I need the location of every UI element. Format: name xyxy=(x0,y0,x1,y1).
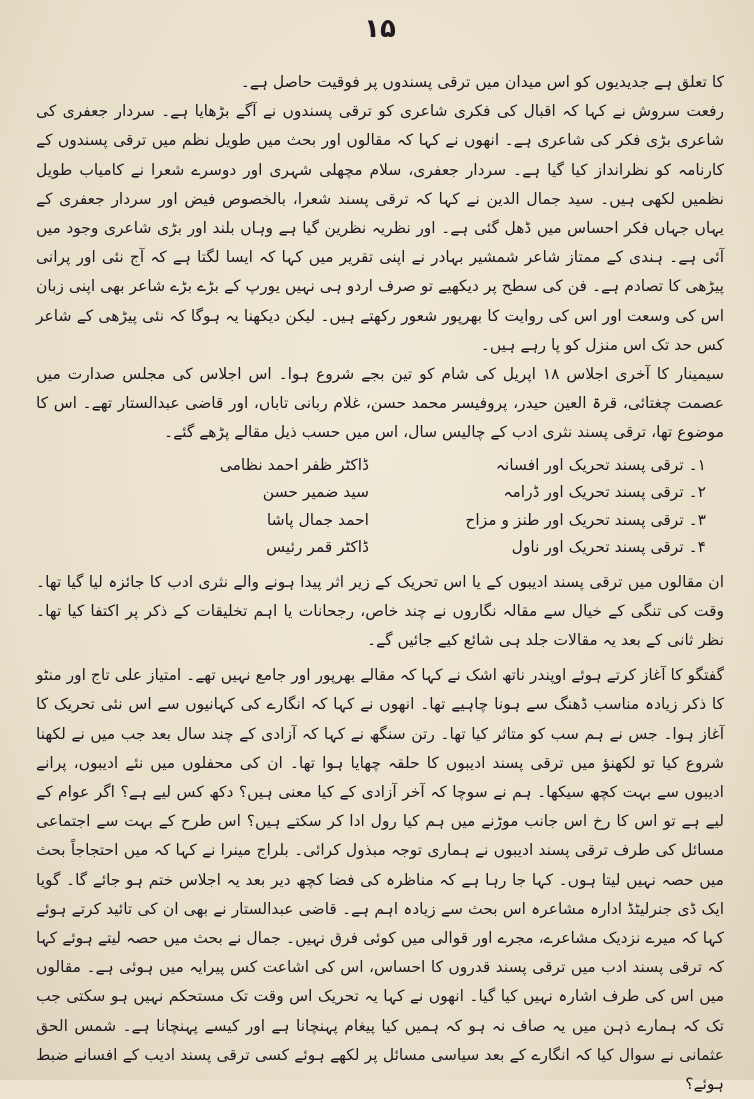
paper-author: احمد جمال پاشا xyxy=(266,510,369,529)
paper-title: ۱۔ ترقی پسند تحریک اور افسانہ xyxy=(495,455,706,474)
paper-title: ۳۔ ترقی پسند تحریک اور طنز و مزاح xyxy=(465,510,706,529)
paragraph: ان مقالوں میں ترقی پسند ادیبوں کے یا اس تحریک کے زیر اثر پیدا ہونے والے نثری ادب کا جائزہ لیا گیا تھا۔ وقت کی تنگی کے خیال سے مقالہ نگاروں نے چند خاص، رجحانات یا اہم تخلیقات کے ذکر پر اکتفا کیا تھا۔ نظر ثانی کے بعد یہ مقالات جلد ہی شائع کیے جائیں گے۔ xyxy=(36,572,724,650)
body-text xyxy=(36,68,724,1099)
page-number: ۱۵ xyxy=(364,14,396,44)
paragraph: کا تعلق ہے جدیدیوں کو اس میدان میں ترقی پسندوں پر فوقیت حاصل ہے۔ xyxy=(240,73,724,91)
list-item xyxy=(36,479,724,507)
paragraph: سیمینار کا آخری اجلاس ۱۸ اپریل کی شام کو تین بجے شروع ہوا۔ اس اجلاس کی مجلس صدارت میں عصمت چغتائی، قرۃ العین حیدر، پروفیسر محمد حسن، غلام ربانی تاباں، اور قاضی عبدالستار تھے۔ اس کا موضوع تھا، ترقی پسند نثری ادب کے چالیس سال، اس میں حسب ذیل مقالے پڑھے گئے۔ xyxy=(36,365,724,442)
paper-title: ۲۔ ترقی پسند تحریک اور ڈرامہ xyxy=(503,483,706,502)
paragraph: رفعت سروش نے کہا کہ اقبال کی فکری شاعری کو ترقی پسندوں نے آگے بڑھایا ہے۔ سردار جعفری کی شاعری بڑی فکر کی شاعری ہے۔ انھوں نے کہا کہ مقالوں اور بحث میں طویل نظم میں ترقی پسندوں کے کارنامہ کو نظرانداز کیا گیا ہے۔ سردار جعفری، سلام مچھلی شہری اور دوسرے شعرا نے کامیاب طویل نظمیں لکھی ہیں۔ سید جمال الدین نے کہا کہ ترقی پسند شعرا، بالخصوص فیض اور سردار جعفری کے یہاں جہاں فکر احساس میں ڈھل گئی ہے۔ اور نظریہ نظرین گیا ہے وہاں بلند اور بڑی شاعری وجود میں آئی ہے۔ ہندی کے ممتاز شاعر شمشیر بہادر نے اپنی تقریر میں کہا کہ ایسا لگتا ہے کہ آج نئی اور پرانی پیڑھی کا تصادم ہے۔ فن کی سطح پر دیکھیے تو صرف اردو ہی نہیں یورپ کے بڑے بڑے شاعر بھی اپنی زبان اس کی وسعت اور اس کی روایت کا بھرپور شعور رکھتے ہیں۔ لیکن دیکھنا یہ ہوگا کہ نئی پیڑھی کے شاعر کس حد تک اس منزل کو پا رہے ہیں۔ xyxy=(36,102,724,354)
paper-title: ۴۔ ترقی پسند تحریک اور ناول xyxy=(511,538,706,557)
list-item xyxy=(36,507,724,535)
paper-author: ڈاکٹر ظفر احمد نظامی xyxy=(219,455,369,474)
papers-list xyxy=(36,452,724,562)
list-item xyxy=(36,534,724,562)
paper-author: سید ضمیر حسن xyxy=(262,483,369,502)
paragraph: گفتگو کا آغاز کرتے ہوئے اوپندر ناتھ اشک نے کہا کہ مقالے بھرپور اور جامع نہیں تھے۔ امتیاز علی تاج اور منٹو کا ذکر زیادہ مناسب ڈھنگ سے ہونا چاہیے تھا۔ انھوں نے کہا کہ انگارے کی کہانیوں سے اس نئی تحریک کا آغاز ہوا۔ جس نے ہم سب کو متاثر کیا تھا۔ رتن سنگھ نے کہا کہ آزادی کے چند سال بعد جب میں نے لکھنا شروع کیا تو لکھنؤ میں ترقی پسند ادیبوں کا حلقہ چھایا ہوا تھا۔ ان کی محفلوں میں نئے ادیبوں، پرانے ادیبوں سے بہت کچھ سیکھا۔ ہم نے سوچا کہ آخر آزادی کے کیا معنی ہیں؟ دکھ کس لیے ہے؟ اگر عوام کے لیے ہے تو اس کا رخ اس جانب موڑنے میں ہم کیا رول ادا کر سکتے ہیں؟ اس طرح کے بہت سے اجتماعی مسائل کی طرف ترقی پسند ادیبوں نے ہماری توجہ مبذول کرائی۔ بلراج مینرا نے کہا کہ میں احتجاجاً بحث میں حصہ نہیں لیتا ہوں۔ کہا جا رہا ہے کہ مناظرہ کی فضا کچھ دیر بعد یہ اجلاس ختم ہو جائے گا۔ گویا ایک ڈی جنرلیٹڈ ادارہ مشاعرہ اس بحث سے زیادہ اہم ہے۔ قاضی عبدالستار نے بھی ان کی تائید کرتے ہوئے کہا کہ میرے نزدیک مشاعرے، مجرے اور قوالی میں کوئی فرق نہیں۔ جمال نے بحث میں حصہ لیتے ہوئے کہا کہ ترقی پسند ادب میں ترقی پسند قدروں کا احساس، اس کی اشاعت کس پیرایہ میں ہوئی ہے۔ مقالوں میں اس کی طرف اشارہ نہیں کیا گیا۔ انھوں نے کہا یہ تحریک اس وقت تک مستحکم نہیں ہو سکتی جب تک کہ ہمارے ذہن میں یہ صاف نہ ہو کہ ہمیں کیا پیغام پہنچانا ہے اور کیسے پہنچانا ہے۔ شمس الحق عثمانی نے سوال کیا کہ انگارے کے بعد سیاسی مسائل پر لکھے ہوئے کسی ترقی پسند ادیب کے افسانے ضبط ہوئے؟ xyxy=(36,666,724,1094)
list-item xyxy=(36,452,724,480)
paper-author: ڈاکٹر قمر رئیس xyxy=(266,538,369,557)
